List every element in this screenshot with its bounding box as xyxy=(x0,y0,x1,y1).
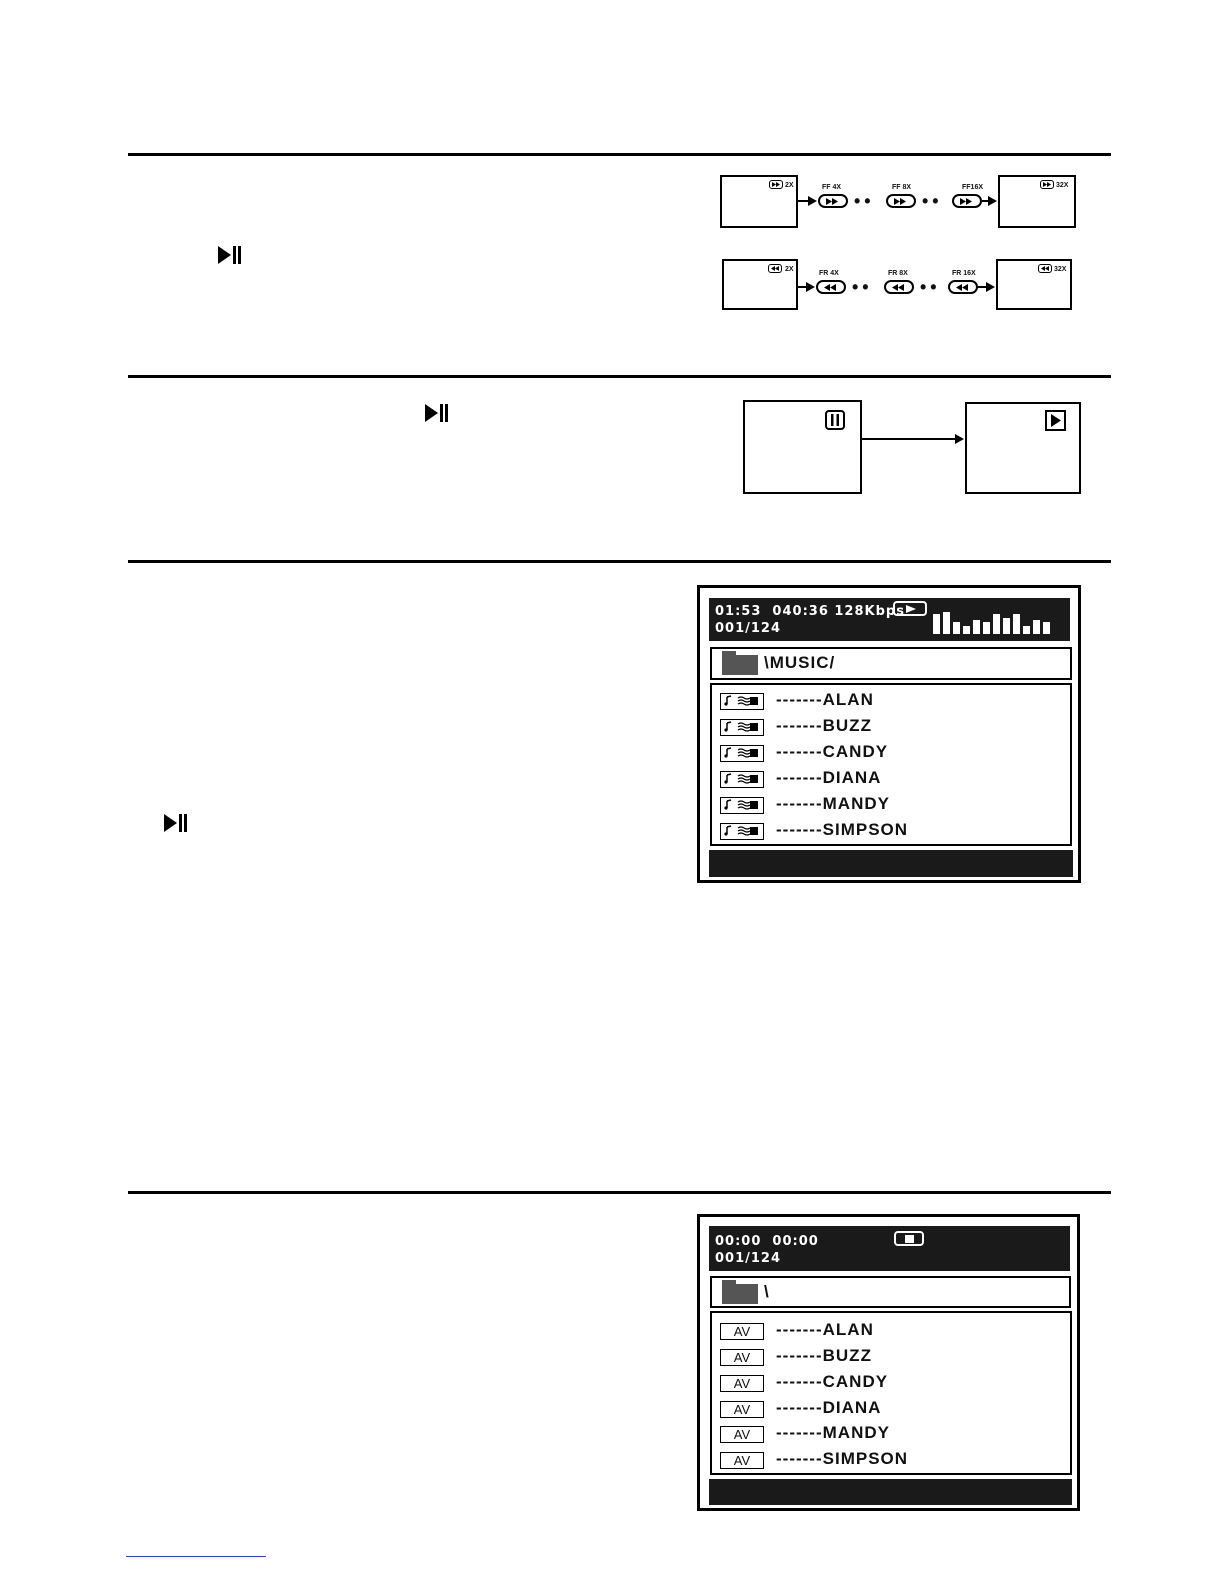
section-divider xyxy=(128,560,1111,563)
fast-forward-icon xyxy=(886,194,916,208)
status-line-1: 01:53 040:36 128Kbps xyxy=(715,604,905,619)
list-item[interactable] xyxy=(720,795,1060,815)
av-file-tag: AV xyxy=(720,1426,764,1443)
file-name: -------DIANA xyxy=(776,768,882,787)
file-name: -------ALAN xyxy=(776,1320,874,1339)
list-item[interactable] xyxy=(720,743,1060,763)
speed-label: 2X xyxy=(785,182,794,189)
file-name: -------BUZZ xyxy=(776,1346,872,1365)
file-name: -------CANDY xyxy=(776,1372,889,1391)
speed-label: 32X xyxy=(1056,182,1069,189)
speed-label: FR 16X xyxy=(952,270,976,277)
play-icon xyxy=(893,601,927,616)
file-list xyxy=(710,1311,1072,1475)
speed-label: FF 4X xyxy=(822,184,842,191)
av-file-tag: AV xyxy=(720,1323,764,1340)
av-file-tag: AV xyxy=(720,1375,764,1392)
fast-forward-icon xyxy=(1040,180,1054,189)
list-item[interactable] xyxy=(720,1373,1060,1393)
screen-frame xyxy=(743,400,862,494)
bottom-bar xyxy=(709,850,1073,877)
screen-frame xyxy=(965,402,1081,494)
file-name: -------ALAN xyxy=(776,690,874,709)
music-file-icon xyxy=(720,745,764,762)
speed-label: FF 8X xyxy=(892,184,912,191)
list-item[interactable] xyxy=(720,1321,1060,1341)
music-file-icon xyxy=(720,823,764,840)
speed-label: FF16X xyxy=(962,184,984,191)
file-name: -------SIMPSON xyxy=(776,1449,909,1468)
fast-forward-icon xyxy=(818,194,848,208)
ellipsis: •• xyxy=(852,277,873,297)
fast-rewind-icon xyxy=(768,264,782,273)
music-browser-screen xyxy=(697,585,1081,883)
current-path: \MUSIC/ xyxy=(764,653,836,672)
bottom-bar xyxy=(709,1479,1072,1505)
folder-icon xyxy=(722,1284,758,1304)
play-icon xyxy=(1045,410,1066,431)
play-pause-icon xyxy=(163,812,187,834)
list-item[interactable] xyxy=(720,1399,1060,1419)
av-file-tag: AV xyxy=(720,1401,764,1418)
file-name: -------BUZZ xyxy=(776,716,872,735)
list-item[interactable] xyxy=(720,691,1060,711)
file-name: -------CANDY xyxy=(776,742,889,761)
status-line-1: 00:00 00:00 xyxy=(715,1234,819,1249)
pause-icon xyxy=(825,410,845,430)
fast-rewind-icon xyxy=(816,280,846,294)
list-item[interactable] xyxy=(720,1450,1060,1470)
screen-frame xyxy=(996,259,1072,310)
file-list xyxy=(710,683,1072,846)
path-bar xyxy=(710,647,1072,680)
stop-icon xyxy=(894,1231,924,1246)
file-name: -------MANDY xyxy=(776,794,890,813)
ellipsis: •• xyxy=(854,191,875,211)
fast-rewind-icon xyxy=(1038,264,1052,273)
speed-label: FR 4X xyxy=(819,270,839,277)
file-name: -------SIMPSON xyxy=(776,820,909,839)
file-name: -------MANDY xyxy=(776,1423,890,1442)
list-item[interactable] xyxy=(720,1424,1060,1444)
music-file-icon xyxy=(720,771,764,788)
speed-label: 2X xyxy=(785,266,794,273)
speed-label: FR 8X xyxy=(888,270,908,277)
fast-rewind-icon xyxy=(884,280,914,294)
footer-link-underline xyxy=(126,1556,266,1557)
file-name: -------DIANA xyxy=(776,1398,882,1417)
screen-frame xyxy=(998,175,1076,228)
av-file-tag: AV xyxy=(720,1349,764,1366)
screen-frame xyxy=(720,175,798,228)
folder-icon xyxy=(722,655,758,675)
screen-frame xyxy=(722,259,798,310)
music-file-icon xyxy=(720,719,764,736)
equalizer-icon xyxy=(933,612,1051,634)
speed-label: 32X xyxy=(1054,266,1067,273)
av-file-tag: AV xyxy=(720,1452,764,1469)
music-file-icon xyxy=(720,693,764,710)
ellipsis: •• xyxy=(920,277,941,297)
fast-rewind-icon xyxy=(948,280,978,294)
path-bar xyxy=(710,1276,1071,1308)
status-line-2: 001/124 xyxy=(715,1251,782,1266)
list-item[interactable] xyxy=(720,1347,1060,1367)
section-divider xyxy=(128,1191,1111,1194)
ellipsis: •• xyxy=(922,191,943,211)
play-pause-icon xyxy=(424,402,448,424)
status-bar xyxy=(709,1226,1070,1271)
fast-forward-icon xyxy=(769,180,783,189)
play-pause-icon xyxy=(217,244,241,266)
fast-forward-icon xyxy=(952,194,982,208)
list-item[interactable] xyxy=(720,769,1060,789)
list-item[interactable] xyxy=(720,717,1060,737)
music-file-icon xyxy=(720,797,764,814)
list-item[interactable] xyxy=(720,821,1060,841)
section-divider xyxy=(128,375,1111,378)
status-line-2: 001/124 xyxy=(715,621,782,636)
status-bar xyxy=(709,598,1070,641)
video-browser-screen xyxy=(697,1214,1080,1511)
current-path: \ xyxy=(764,1282,770,1301)
section-divider xyxy=(128,153,1111,156)
